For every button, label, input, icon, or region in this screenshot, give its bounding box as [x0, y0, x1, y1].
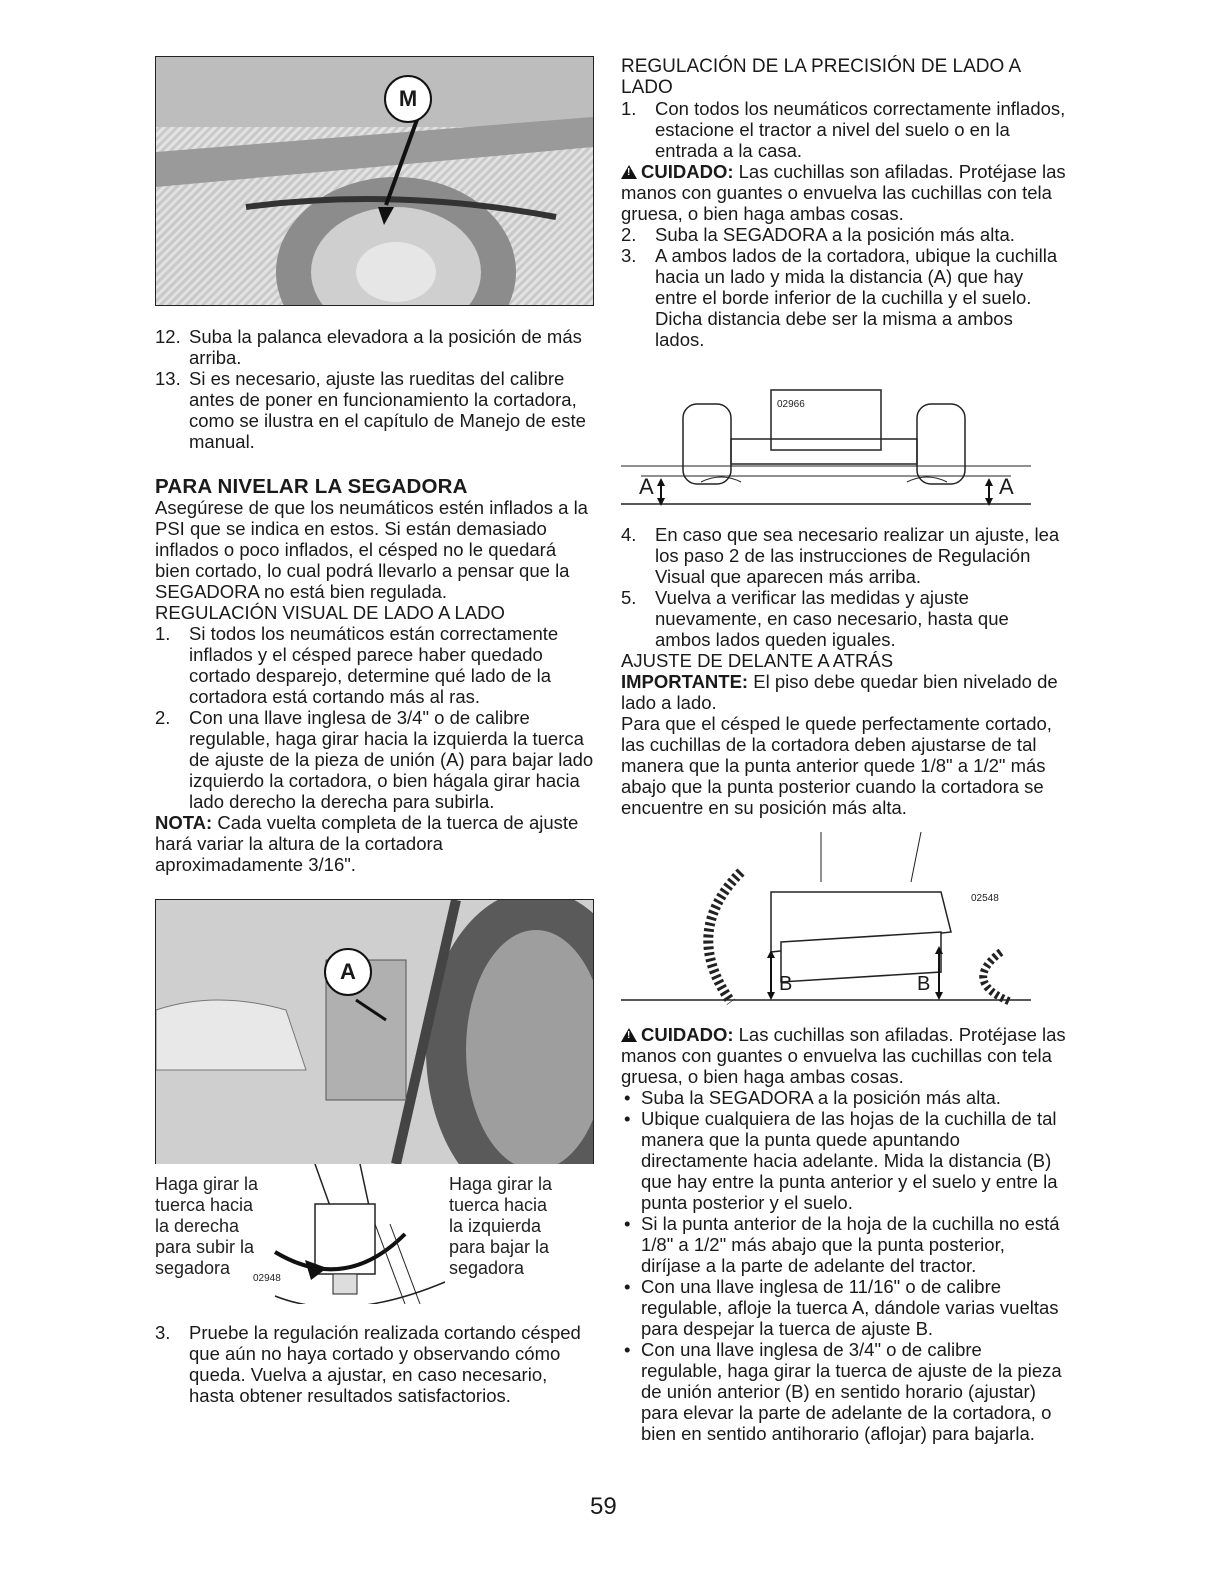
- step-text: Si es necesario, ajuste las rueditas del calibre antes de poner en funcionamiento la cortadora, como se ilustra en el capítulo de Manejo de este manual.: [189, 368, 586, 452]
- step-number: 2.: [155, 707, 171, 728]
- caption-right-line: tuerca hacia: [449, 1195, 548, 1215]
- list-item: [155, 326, 595, 368]
- list-item: [621, 224, 1066, 245]
- step-number: 13.: [155, 368, 181, 389]
- belt-wheel-illustration: [156, 57, 593, 305]
- step-text: Con todos los neumáticos correctamente inflados, estacione el tractor a nivel del suelo o en la entrada a la casa.: [655, 98, 1066, 161]
- step-number: 5.: [621, 587, 637, 608]
- subheading-front-back: AJUSTE DE DELANTE A ATRÁS: [621, 650, 894, 671]
- caption-left: [155, 1174, 258, 1279]
- front-back-diagram: [621, 832, 1031, 1008]
- caption-left-line: Haga girar la: [155, 1174, 259, 1194]
- caption-left-line: la derecha: [155, 1216, 240, 1236]
- caption-right-line: para bajar la: [449, 1237, 550, 1257]
- step-text: A ambos lados de la cortadora, ubique la cuchilla hacia un lado y mida la distancia (A) que hay entre el borde inferior de la cuchilla y el suelo. Dicha distancia debe ser la misma a ambos lados.: [655, 245, 1058, 350]
- caption-left-line: segadora: [155, 1258, 231, 1278]
- caption-right-line: la izquierda: [449, 1216, 542, 1236]
- caption-right: [449, 1174, 552, 1279]
- important-paragraph: [621, 671, 1066, 713]
- page-number: 59: [590, 1493, 617, 1520]
- right-heading: REGULACIÓN DE LA PRECISIÓN DE LADO A LADO: [621, 56, 1021, 98]
- list-item: • Con una llave inglesa de 3/4" o de calibre regulable, haga girar la tuerca de ajuste de la pieza de unión anterior (B) en sentido horario (ajustar) para elevar la parte de adelante de la cortadora, o bien en sentido antihorario (aflojar) para bajarla.: [621, 1339, 1066, 1444]
- step-text: Con una llave inglesa de 3/4" o de calibre regulable, haga girar hacia la izquierda la tuerca de ajuste de la pieza de unión (A) para bajar lado izquierdo la cortadora, o bien hágala girar hacia lado derecho la derecha para subirla.: [189, 707, 594, 812]
- step-number: 2.: [621, 224, 637, 245]
- step-3: [155, 1322, 595, 1406]
- front-back-paragraph: Para que el césped le quede perfectamente cortado, las cuchillas de la cortadora deben ajustarse de tal manera que la punta anterior quede 1/8" a 1/2" más abajo que la punta posterior cuando la cortadora se encuentre en su posición más alta.: [621, 713, 1052, 818]
- nota-label: NOTA:: [155, 812, 213, 833]
- caution-2: [621, 1024, 1066, 1087]
- list-item: • Con una llave inglesa de 11/16" o de calibre regulable, afloje la tuerca A, dándole varias vueltas para despejar la tuerca de ajuste B.: [621, 1276, 1066, 1339]
- list-item: [621, 524, 1066, 587]
- subheading-visual: REGULACIÓN VISUAL DE LADO A LADO: [155, 602, 505, 623]
- adjust-nut-illustration: [156, 900, 593, 1164]
- steps-4-5: [621, 524, 1066, 650]
- step-text: Pruebe la regulación realizada cortando césped que aún no haya cortado y observando cómo queda. Vuelva a ajustar, en caso necesario, hasta obtener resultados satisfactorios.: [189, 1322, 581, 1406]
- step-number: 3.: [621, 245, 637, 266]
- step-text: En caso que sea necesario realizar un ajuste, lea los paso 2 de las instrucciones de Regulación Visual que aparecen más arriba.: [655, 524, 1060, 587]
- nota-text: Cada vuelta completa de la tuerca de ajuste hará variar la altura de la cortadora aproximadamente 3/16".: [155, 812, 579, 875]
- left-column: [155, 56, 595, 1406]
- step-text: Suba la palanca elevadora a la posición de más arriba.: [189, 326, 582, 368]
- callout-a: [324, 948, 372, 996]
- right-column: [621, 56, 1066, 1444]
- step-number: 1.: [621, 98, 637, 119]
- step-number: 12.: [155, 326, 181, 347]
- callout-m: [384, 75, 432, 123]
- diagram-side-to-side: [621, 364, 1031, 514]
- warning-icon: [621, 1028, 637, 1042]
- diagram-front-back: [621, 832, 1031, 1008]
- caution-label: CUIDADO:: [641, 1024, 734, 1045]
- step-text: Suba la SEGADORA a la posición más alta.: [655, 224, 1015, 245]
- list-item: [155, 707, 595, 812]
- important-label: IMPORTANTE:: [621, 671, 749, 692]
- label-b-right: B: [917, 973, 931, 995]
- nut-caption-area: [155, 1164, 592, 1304]
- callout-a-label: A: [340, 959, 356, 984]
- visual-steps: [155, 623, 595, 812]
- important-text: El piso debe quedar bien nivelado de lado a lado.: [621, 671, 1058, 713]
- figure-adjust-nut: [155, 899, 594, 1164]
- list-item: [155, 623, 595, 707]
- caution-1: [621, 161, 1066, 224]
- step-1: [621, 98, 1066, 161]
- warning-icon: [621, 165, 637, 179]
- caution-text: Las cuchillas son afiladas. Protéjase las manos con guantes o envuelva las cuchillas con tela gruesa, o bien haga ambas cosas.: [621, 161, 1066, 224]
- figure-belt-wheel: [155, 56, 594, 306]
- nota-paragraph: [155, 812, 595, 875]
- step-number: 1.: [155, 623, 171, 644]
- list-item: [155, 368, 595, 452]
- caution-text: Las cuchillas son afiladas. Protéjase las manos con guantes o envuelva las cuchillas con tela gruesa, o bien haga ambas cosas.: [621, 1024, 1066, 1087]
- step-number: 4.: [621, 524, 637, 545]
- front-back-bullets: [621, 1087, 1066, 1444]
- list-item: • Ubique cualquiera de las hojas de la cuchilla de tal manera que la punta quede apuntando directamente hacia adelante. Mida la distancia (B) que hay entre la punta anterior y el suelo y entre la punta posterior y el suelo.: [621, 1108, 1066, 1213]
- list-item: [155, 1322, 595, 1406]
- steps-2-3: [621, 224, 1066, 350]
- side-to-side-diagram: [621, 364, 1031, 514]
- section-heading: PARA NIVELAR LA SEGADORA: [155, 475, 468, 498]
- list-item: [621, 245, 1066, 350]
- label-b-left: B: [779, 973, 793, 995]
- label-a-right: A: [999, 474, 1014, 499]
- step-text: Vuelva a verificar las medidas y ajuste nuevamente, en caso necesario, hasta que ambos lados queden iguales.: [655, 587, 1009, 650]
- label-a-left: A: [639, 474, 654, 499]
- caption-left-line: tuerca hacia: [155, 1195, 254, 1215]
- step-text: Si todos los neumáticos están correctamente inflados y el césped parece haber quedado cortado desparejo, determine qué lado de la cortadora está cortando más al ras.: [189, 623, 559, 707]
- step-number: 3.: [155, 1322, 171, 1343]
- diagram-code: 02548: [971, 893, 999, 904]
- steps-12-13: [155, 326, 595, 452]
- list-item: • Si la punta anterior de la hoja de la cuchilla no está 1/8" a 1/2" más abajo que la punta posterior, diríjase a la parte de adelante del tractor.: [621, 1213, 1066, 1276]
- list-item: • Suba la SEGADORA a la posición más alta.: [621, 1087, 1066, 1108]
- caption-right-line: segadora: [449, 1258, 525, 1278]
- caption-left-line: para subir la: [155, 1237, 255, 1257]
- list-item: [621, 587, 1066, 650]
- caution-label: CUIDADO:: [641, 161, 734, 182]
- figure-code: 02948: [253, 1273, 281, 1284]
- diagram-code: 02966: [777, 399, 805, 410]
- callout-m-label: M: [398, 86, 418, 111]
- list-item: [621, 98, 1066, 161]
- intro-paragraph: Asegúrese de que los neumáticos estén inflados a la PSI que se indica en estos. Si están demasiado inflados o poco inflados, el césped no le quedará bien cortado, lo cual podrá llevarlo a pensar que la SEGADORA no está bien regulada.: [155, 497, 588, 602]
- caption-right-line: Haga girar la: [449, 1174, 553, 1194]
